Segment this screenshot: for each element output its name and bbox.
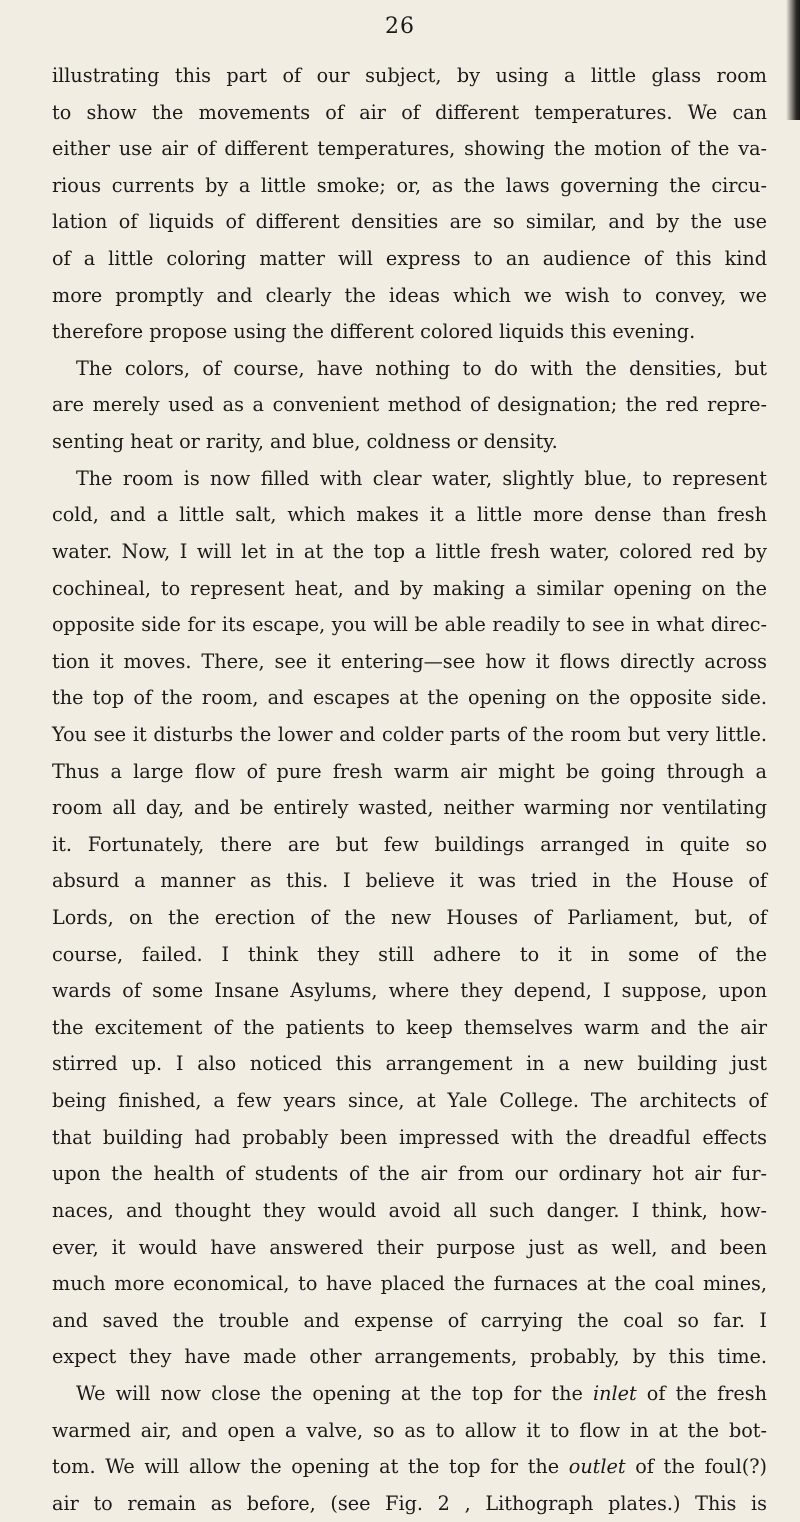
text-line: Thus a large flow of pure fresh warm air might be going through a: [52, 759, 767, 783]
text-line: expect they have made other arrangements, probably, by this time.: [52, 1345, 767, 1369]
text-line: Lords, on the erection of the new Houses of Parliament, but, of: [52, 906, 767, 930]
page-number: 26: [385, 14, 415, 39]
text-line: The colors, of course, have nothing to do with the densities, but: [76, 356, 767, 380]
text-line: stirred up. I also noticed this arrangement in a new building just: [52, 1052, 767, 1076]
text-line: upon the health of students of the air from our ordinary hot air fur-: [52, 1162, 767, 1186]
text-line: naces, and thought they would avoid all such danger. I think, how-: [52, 1198, 767, 1222]
text-line: wards of some Insane Asylums, where they depend, I suppose, upon: [52, 979, 767, 1003]
text-line: lation of liquids of different densities are so similar, and by the use: [52, 210, 767, 234]
text-line: illustrating this part of our subject, by using a little glass room: [52, 64, 767, 87]
text-line: therefore propose using the different colored liquids this evening.: [52, 320, 696, 344]
text-line: You see it disturbs the lower and colder parts of the room but very little.: [52, 722, 767, 746]
text-line: tion it moves. There, see it entering—see how it flows directly across: [52, 649, 767, 673]
text-line: are merely used as a convenient method of designation; the red repre-: [52, 393, 767, 417]
text-line: it. Fortunately, there are but few buildings arranged in quite so: [52, 832, 767, 856]
text-line: tom. We will allow the opening at the top for the outlet of the foul(?): [52, 1455, 768, 1479]
text-line: warmed air, and open a valve, so as to allow it to flow in at the bot-: [52, 1418, 767, 1442]
text-line: being finished, a few years since, at Yale College. The architects of: [52, 1089, 767, 1113]
text-line: senting heat or rarity, and blue, coldness or density.: [52, 430, 558, 454]
text-line: rious currents by a little smoke; or, as the laws governing the circu-: [52, 173, 767, 197]
text-line: room all day, and be entirely wasted, neither warming nor ventilating: [52, 796, 767, 820]
text-line: water. Now, I will let in at the top a little fresh water, colored red by: [52, 539, 767, 563]
text-line: to show the movements of air of different temperatures. We can: [52, 100, 767, 124]
text-line: the top of the room, and escapes at the opening on the opposite side.: [52, 686, 767, 710]
text-line: much more economical, to have placed the furnaces at the coal mines,: [52, 1272, 767, 1296]
text-line: absurd a manner as this. I believe it was tried in the House of: [52, 869, 767, 893]
text-line: and saved the trouble and expense of carrying the coal so far. I: [52, 1308, 767, 1332]
text-line: the excitement of the patients to keep themselves warm and the air: [52, 1015, 767, 1039]
text-line: more promptly and clearly the ideas which we wish to convey, we: [52, 283, 767, 307]
text-line: We will now close the opening at the top for the inlet of the fresh: [76, 1381, 767, 1405]
text-line: course, failed. I think they still adhere to it in some of the: [52, 942, 767, 966]
text-line: The room is now filled with clear water, slightly blue, to represent: [76, 466, 767, 490]
body-text: [52, 58, 767, 1522]
text-line: ever, it would have answered their purpose just as well, and been: [52, 1235, 767, 1259]
text-line: either use air of different temperatures, showing the motion of the va-: [52, 137, 767, 161]
text-line: air to remain as before, (see Fig. 2 , Lithograph plates.) This is: [52, 1491, 767, 1515]
text-line: of a little coloring matter will express to an audience of this kind: [52, 247, 767, 271]
text-line: cochineal, to represent heat, and by making a similar opening on the: [52, 576, 767, 600]
text-line: opposite side for its escape, you will be able readily to see in what direc-: [52, 613, 767, 637]
text-line: that building had probably been impressed with the dreadful effects: [52, 1125, 767, 1149]
text-line: cold, and a little salt, which makes it a little more dense than fresh: [52, 503, 767, 527]
